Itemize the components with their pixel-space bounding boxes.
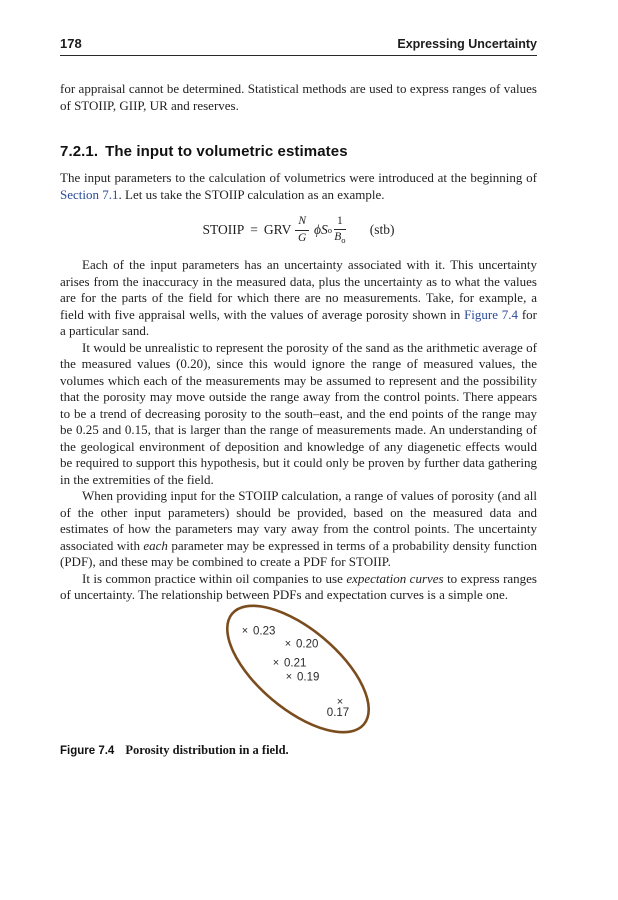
section-title: The input to volumetric estimates [105, 143, 348, 160]
figure-7-4-link[interactable]: Figure 7.4 [464, 306, 519, 322]
oil-saturation-symbol: S [320, 222, 328, 237]
well-cross-marker: × [284, 637, 292, 650]
porosity-value-label: 0.20 [296, 637, 319, 650]
paragraph-unrealistic [60, 340, 537, 489]
page-header [60, 36, 537, 56]
formula-units: (stb) [369, 222, 395, 237]
fraction-denominator [334, 230, 345, 246]
page-number: 178 [60, 36, 82, 51]
fraction-denominator: G [297, 231, 307, 244]
equals-sign: = [250, 222, 258, 237]
figure-caption [60, 743, 537, 758]
text-run: It is common practice within oil companies to use [82, 570, 347, 586]
paragraph-input [60, 170, 537, 203]
porosity-value-label: 0.17 [326, 706, 350, 719]
stoiip-formula [60, 213, 537, 247]
text-run: Each of the input parameters has an uncertainty associated with it. This uncertainty arises from the inaccuracy in the measured data, plus the uncertainty as to what the values are for the parts of the field for which there are no measurements. Take, for example, a field with five appraisal wells, with the values of average porosity shown in [60, 257, 537, 322]
section-heading [60, 143, 537, 160]
italic-text-run: each [143, 537, 168, 553]
text-run: . Let us take the STOIIP calculation as an example. [118, 186, 385, 202]
paragraph-intro [60, 81, 537, 114]
porosity-field-diagram [195, 606, 455, 740]
text-run: for a particular sand. [60, 306, 537, 338]
paragraph-each-parameter [60, 257, 537, 340]
figure-caption-text: Porosity distribution in a field. [125, 742, 289, 757]
section-7-1-link[interactable]: Section 7.1 [60, 186, 119, 202]
phi-symbol: ϕ [313, 222, 321, 237]
fraction-numerator: N [295, 215, 309, 230]
fraction-numerator: 1 [334, 215, 346, 230]
text-run: The input parameters to the calculation of volumetrics were introduced at the beginning of [60, 170, 537, 185]
formation-volume-factor-subscript: o [341, 234, 346, 245]
porosity-value-label: 0.23 [253, 624, 276, 637]
figure-caption-label: Figure 7.4 [60, 744, 115, 757]
text-run: to express ranges of uncertainty. The relationship between PDFs and expectation curves is a simple one. [60, 570, 537, 602]
well-cross-marker: × [285, 670, 293, 683]
italic-text-run: expectation curves [346, 570, 444, 586]
text-run: When providing input for the STOIIP calculation, a range of values of porosity (and all of the other input parameters) should be provided, based on the measured data and estimates of how the parameters may vary away from the control points. The uncertainty associated with [60, 488, 537, 553]
formation-volume-factor-symbol: B [334, 230, 342, 243]
well-cross-marker: × [241, 624, 249, 637]
porosity-value-label: 0.19 [297, 670, 320, 683]
porosity-value-label: 0.21 [284, 656, 307, 669]
paragraph-common-practice [60, 571, 537, 604]
text-run: It would be unrealistic to represent the porosity of the sand as the arithmetic average of the measured values (0.20), since this would ignore the range of measured values, the volumes which each of the measurements may be assumed to represent and the possibility that the porosity may move outside the range away from the control points. There appears to be a trend of decreasing porosity to the south–east, and the end points of the range may be 0.25 and 0.15, that is larger than the range of measurements made. An understanding of the geological environment of deposition and knowledge of any diagenetic effects would be required to support this hypothesis, but it could only be proven by further data gathering in the extremities of the field. [60, 339, 537, 487]
text-run: for appraisal cannot be determined. Statistical methods are used to express ranges of values of STOIIP, GIIP, UR and reserves. [60, 81, 537, 113]
running-head: Expressing Uncertainty [397, 37, 537, 51]
text-run: parameter may be expressed in terms of a probability density function (PDF), and these may be combined to create a PDF for STOIIP. [60, 537, 537, 569]
page-body [60, 81, 537, 758]
formula-lhs: STOIIP [202, 222, 245, 237]
formula-grv: GRV [263, 222, 292, 237]
fraction-1-over-bo [334, 215, 346, 246]
figure-7-4 [60, 606, 537, 758]
well-cross-marker: × [336, 695, 344, 708]
oil-saturation-subscript: o [327, 225, 332, 235]
well-cross-marker: × [272, 656, 280, 669]
paragraph-when-providing [60, 488, 537, 571]
fraction-n-over-g [295, 215, 309, 244]
section-number: 7.2.1. [60, 143, 99, 160]
